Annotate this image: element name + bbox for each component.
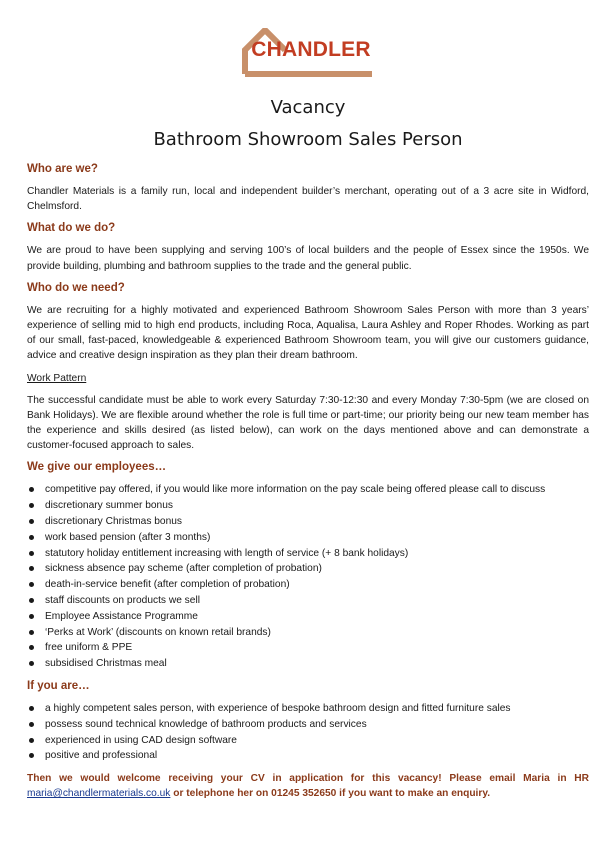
bullet-icon [29, 614, 34, 619]
list-item-text: sickness absence pay scheme (after completion of probation) [45, 563, 322, 575]
logo-area [27, 28, 589, 78]
who-heading: Who are we? [27, 163, 98, 175]
need-text: We are recruiting for a highly motivated and experienced Bathroom Showroom Sales Person with more than 3 years’ experience of selling mid to high end products, including Roca, Aqualisa, Laura Ashley and Roper Rhodes. Working as part of our small, fast-paced, knowledgeable & experienced Bathroom Showroom team, you will give our customers guidance, advice and creative design inspiration as they plan their dream bathroom. [27, 304, 589, 362]
what-text: We are proud to have been supplying and serving 100’s of local builders and the people of Essex since the 1950s. We provide building, plumbing and bathroom supplies to the trade and the general public. [27, 245, 589, 272]
bullet-icon [29, 753, 34, 758]
title-block [27, 96, 589, 152]
list-item-text: work based pension (after 3 months) [45, 531, 211, 543]
closing-statement [27, 771, 589, 801]
work-pattern-text: The successful candidate must be able to work every Saturday 7:30-12:30 and every Monday 7:30-5pm (we are closed on Bank Holidays). We are flexible around whether the role is full time or part-time; our priority being our new team member has the experience and skills desired (as listed below), can work on the days mentioned above and can demonstrate a customer-focused approach to sales. [27, 394, 589, 452]
list-item [27, 561, 589, 577]
bullet-icon [29, 535, 34, 540]
bullet-icon [29, 661, 34, 666]
requirements-heading: If you are… [27, 680, 90, 692]
logo-text: CHANDLER [251, 38, 371, 61]
list-item [27, 640, 589, 656]
list-item [27, 593, 589, 609]
bullet-icon [29, 645, 34, 650]
page-title: Vacancy [270, 97, 346, 118]
list-item-text: positive and professional [45, 750, 158, 762]
list-item [27, 498, 589, 514]
bullet-icon [29, 630, 34, 635]
list-item-text: ‘Perks at Work’ (discounts on known retail brands) [45, 626, 271, 638]
bullet-icon [29, 738, 34, 743]
list-item-text: discretionary Christmas bonus [45, 516, 183, 528]
need-heading: Who do we need? [27, 281, 125, 294]
bullet-icon [29, 519, 34, 524]
list-item-text: death-in-service benefit (after completion of probation) [45, 579, 290, 591]
closing-text-after: or telephone her on 01245 352650 if you want to make an enquiry. [170, 788, 491, 800]
bullet-icon [29, 566, 34, 571]
list-item [27, 701, 589, 717]
bullet-icon [29, 503, 34, 508]
benefits-list [27, 482, 589, 672]
work-pattern-heading: Work Pattern [27, 372, 87, 384]
bullet-icon [29, 487, 34, 492]
list-item [27, 748, 589, 764]
bullet-icon [29, 706, 34, 711]
requirements-list [27, 701, 589, 764]
list-item [27, 656, 589, 672]
list-item [27, 609, 589, 625]
what-heading: What do we do? [27, 222, 116, 235]
list-item [27, 514, 589, 530]
bullet-icon [29, 551, 34, 556]
list-item-text: experienced in using CAD design software [45, 734, 237, 746]
list-item [27, 717, 589, 733]
list-item [27, 546, 589, 562]
bullet-icon [29, 598, 34, 603]
closing-text-before: Then we would welcome receiving your CV in application for this vacancy! Please email Maria in HR [27, 773, 589, 785]
list-item-text: free uniform & PPE [45, 642, 133, 654]
list-item-text: competitive pay offered, if you would like more information on the pay scale being offered please call to discuss [45, 484, 546, 496]
who-text: Chandler Materials is a family run, local and independent builder’s merchant, operating out of a 3 acre site in Widford, Chelmsford. [27, 186, 589, 213]
list-item [27, 733, 589, 749]
list-item-text: staff discounts on products we sell [45, 595, 200, 607]
list-item [27, 625, 589, 641]
list-item [27, 577, 589, 593]
bullet-icon [29, 722, 34, 727]
list-item [27, 482, 589, 498]
list-item-text: Employee Assistance Programme [45, 610, 198, 622]
list-item-text: discretionary summer bonus [45, 500, 173, 512]
list-item-text: statutory holiday entitlement increasing with length of service (+ 8 bank holidays) [45, 547, 409, 559]
list-item-text: a highly competent sales person, with experience of bespoke bathroom design and fitted furniture sales [45, 703, 511, 714]
list-item-text: possess sound technical knowledge of bathroom products and services [45, 718, 367, 730]
chandler-logo [241, 28, 375, 78]
bullet-icon [29, 582, 34, 587]
benefits-heading: We give our employees… [27, 461, 167, 474]
list-item-text: subsidised Christmas meal [45, 658, 167, 670]
list-item [27, 530, 589, 546]
job-title: Bathroom Showroom Sales Person [153, 129, 463, 150]
email-link[interactable]: maria@chandlermaterials.co.uk [27, 788, 171, 800]
